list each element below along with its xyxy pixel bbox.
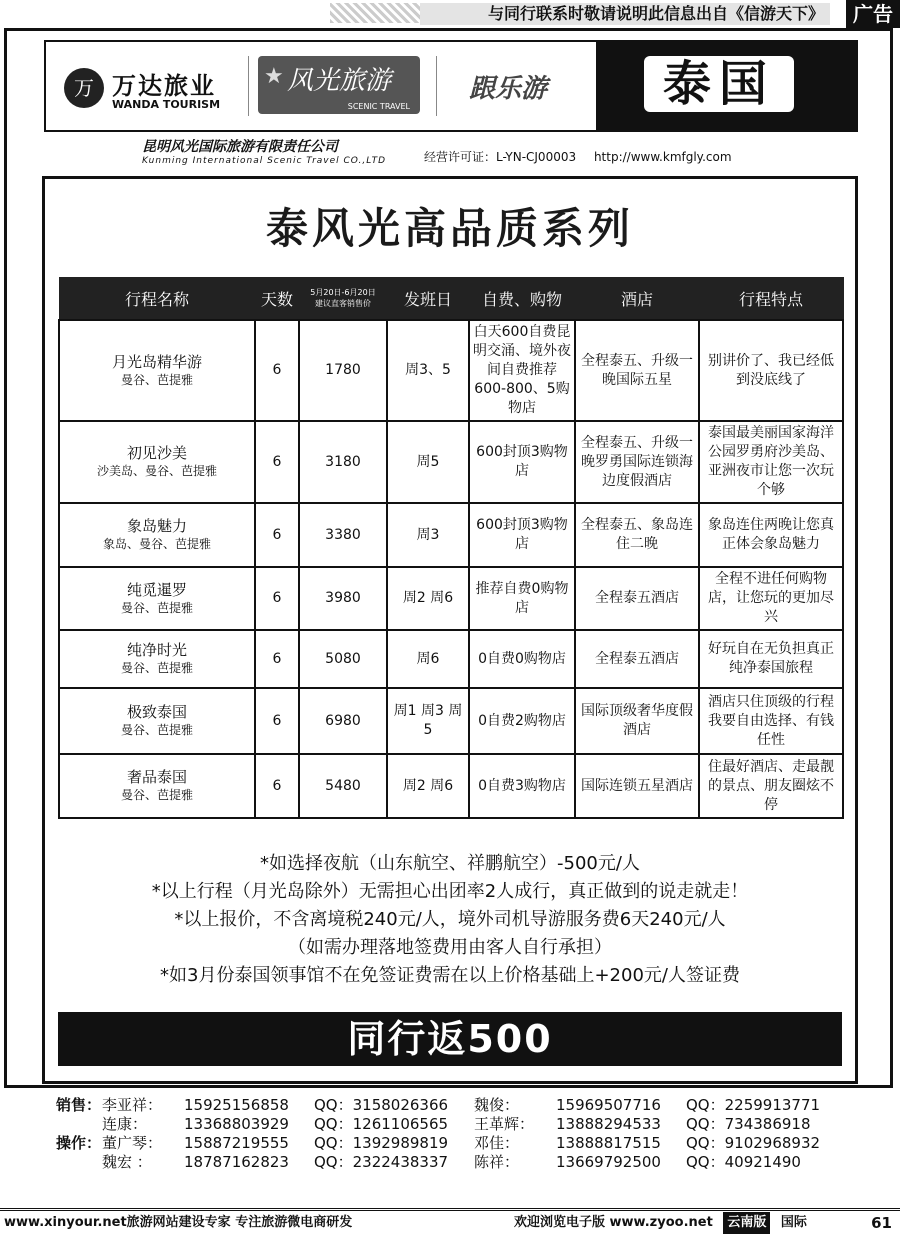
contact-row xyxy=(56,1153,856,1172)
shopping-cell: 白天600自费昆明交涌、境外夜间自费推荐600-800、5购物店 xyxy=(469,320,575,421)
note-line: （如需办理落地签费用由客人自行承担） xyxy=(288,937,612,958)
features-cell: 泰国最美丽国家海洋公园罗勇府沙美岛、亚洲夜市让您一次玩个够 xyxy=(699,421,843,503)
company-url[interactable]: http://www.kmfgly.com xyxy=(593,150,732,164)
region-badge: 云南版 xyxy=(723,1212,770,1234)
rebate-banner: 同行返500 xyxy=(58,1012,842,1066)
divider xyxy=(248,56,249,116)
contact-name: 董广琴： xyxy=(102,1134,163,1152)
shopping-cell: 600封顶3购物店 xyxy=(469,421,575,503)
section-label: 国际 xyxy=(780,1215,807,1230)
contact-phone[interactable]: 13888817515 xyxy=(556,1134,661,1152)
company-info xyxy=(142,136,386,166)
destination-title: 泰国 xyxy=(644,56,794,112)
shopping-cell: 0自费0购物店 xyxy=(469,630,575,688)
footer-promo: www.xinyour.net旅游网站建设专家 专注旅游微电商研发 xyxy=(4,1215,353,1230)
hotel-cell: 全程泰五、升级一晚罗勇国际连锁海边度假酒店 xyxy=(575,421,699,503)
price-cell: 3180 xyxy=(299,421,387,503)
price-note: 建议直客销售价 xyxy=(315,299,371,308)
page-number: 61 xyxy=(871,1214,892,1232)
days-cell: 6 xyxy=(255,320,299,421)
contact-phone[interactable]: 15969507716 xyxy=(556,1096,661,1114)
top-notice-bar xyxy=(0,0,900,28)
table-row xyxy=(59,630,843,688)
price-cell: 5080 xyxy=(299,630,387,688)
decorative-pattern xyxy=(330,3,420,23)
footer-edition xyxy=(514,1212,807,1234)
route-cities: 象岛、曼谷、芭提雅 xyxy=(102,537,211,551)
departure-cell: 周3、5 xyxy=(387,320,469,421)
fengguang-name: 风光旅游 xyxy=(286,66,391,96)
contacts-block xyxy=(56,1096,856,1172)
contact-phone[interactable]: 15887219555 xyxy=(184,1134,289,1152)
contact-name: 连康： xyxy=(102,1115,148,1133)
contact-name: 魏俊： xyxy=(474,1096,520,1114)
features-cell: 象岛连住两晚让您真正体会象岛魅力 xyxy=(699,503,843,567)
route-cell xyxy=(59,421,255,503)
ad-label: 广告 xyxy=(846,0,900,28)
company-name-en: Kunming International Scenic Travel CO.,LTD xyxy=(142,156,387,166)
table-row xyxy=(59,754,843,818)
table-row xyxy=(59,503,843,567)
departure-cell: 周3 xyxy=(387,503,469,567)
contact-name: 李亚祥： xyxy=(102,1096,163,1114)
shopping-cell: 600封顶3购物店 xyxy=(469,503,575,567)
itinerary-table xyxy=(58,277,844,819)
top-notice: 与同行联系时敬请说明此信息出自《信游天下》 xyxy=(420,3,830,25)
route-name: 纯净时光 xyxy=(126,641,187,659)
col-header-shopping: 自费、购物 xyxy=(469,277,575,320)
features-cell: 全程不进任何购物店，让您玩的更加尽兴 xyxy=(699,567,843,630)
route-cell xyxy=(59,567,255,630)
fengguang-logo xyxy=(258,56,420,114)
notes-block xyxy=(42,850,858,990)
contact-phone[interactable]: 13888294533 xyxy=(556,1115,661,1133)
destination-box xyxy=(596,42,858,130)
contact-qq: QQ：40921490 xyxy=(686,1153,801,1171)
shopping-cell: 0自费3购物店 xyxy=(469,754,575,818)
fengguang-name-en: SCENIC TRAVEL xyxy=(347,102,410,111)
wanda-name-en: WANDA TOURISM xyxy=(112,98,221,111)
route-cell xyxy=(59,503,255,567)
contact-role: 操作： xyxy=(56,1134,102,1152)
table-row xyxy=(59,567,843,630)
col-header-hotel: 酒店 xyxy=(575,277,699,320)
shopping-cell: 0自费2购物店 xyxy=(469,688,575,754)
note-line: *以上报价，不含离境税240元/人，境外司机导游服务费6天240元/人 xyxy=(174,909,726,930)
route-cities: 曼谷、芭提雅 xyxy=(120,723,193,737)
col-header-days: 天数 xyxy=(255,277,299,320)
hotel-cell: 全程泰五酒店 xyxy=(575,630,699,688)
contact-phone[interactable]: 13368803929 xyxy=(184,1115,289,1133)
contact-name: 魏宏 ： xyxy=(102,1153,152,1171)
contact-qq: QQ：2322438337 xyxy=(314,1153,449,1171)
contact-role xyxy=(56,1115,102,1134)
features-cell: 住最好酒店、走最靓的景点、朋友圈炫不停 xyxy=(699,754,843,818)
divider xyxy=(436,56,437,116)
shopping-cell: 推荐自费0购物店 xyxy=(469,567,575,630)
hotel-cell: 国际连锁五星酒店 xyxy=(575,754,699,818)
contact-qq: QQ：2259913771 xyxy=(686,1096,821,1114)
price-cell: 6980 xyxy=(299,688,387,754)
route-cities: 曼谷、芭提雅 xyxy=(120,788,193,802)
col-header-departure: 发班日 xyxy=(387,277,469,320)
contact-row xyxy=(56,1134,856,1153)
route-name: 初见沙美 xyxy=(126,444,187,462)
table-row xyxy=(59,688,843,754)
contact-role: 销售： xyxy=(56,1096,102,1114)
route-cities: 曼谷、芭提雅 xyxy=(120,372,193,387)
price-period: 5月20日-6月20日 xyxy=(310,288,376,297)
contact-phone[interactable]: 15925156858 xyxy=(184,1096,289,1114)
col-header-route: 行程名称 xyxy=(59,277,255,320)
route-cell xyxy=(59,630,255,688)
features-cell: 别讲价了、我已经低到没底线了 xyxy=(699,320,843,421)
table-row xyxy=(59,421,843,503)
contact-qq: QQ：9102968932 xyxy=(686,1134,821,1152)
star-icon: ★ xyxy=(264,64,284,89)
price-cell: 3980 xyxy=(299,567,387,630)
days-cell: 6 xyxy=(255,754,299,818)
departure-cell: 周2 周6 xyxy=(387,567,469,630)
departure-cell: 周1 周3 周5 xyxy=(387,688,469,754)
wanda-emblem-icon: 万 xyxy=(64,68,104,108)
table-row xyxy=(59,320,843,421)
days-cell: 6 xyxy=(255,630,299,688)
days-cell: 6 xyxy=(255,421,299,503)
contact-qq: QQ：1392989819 xyxy=(314,1134,449,1152)
price-cell: 1780 xyxy=(299,320,387,421)
hotel-cell: 全程泰五、象岛连住二晚 xyxy=(575,503,699,567)
contact-name: 邓佳： xyxy=(474,1134,520,1152)
departure-cell: 周6 xyxy=(387,630,469,688)
hotel-cell: 全程泰五酒店 xyxy=(575,567,699,630)
contact-name: 陈祥： xyxy=(474,1153,520,1171)
contact-row xyxy=(56,1115,856,1134)
note-line: *以上行程（月光岛除外）无需担心出团率2人成行，真正做到的说走就走！ xyxy=(151,881,749,902)
days-cell: 6 xyxy=(255,567,299,630)
days-cell: 6 xyxy=(255,688,299,754)
features-cell: 酒店只住顶级的行程我要自由选择、有钱任性 xyxy=(699,688,843,754)
hotel-cell: 国际顶级奢华度假酒店 xyxy=(575,688,699,754)
route-cell xyxy=(59,754,255,818)
license-line xyxy=(424,148,732,165)
genle-logo: 跟乐游 xyxy=(468,74,547,104)
contact-name: 王革辉： xyxy=(474,1115,535,1133)
contact-phone[interactable]: 13669792500 xyxy=(556,1153,661,1171)
col-header-price xyxy=(299,277,387,320)
route-name: 纯觅暹罗 xyxy=(126,580,187,599)
table-header-row xyxy=(59,277,843,320)
route-cities: 曼谷、芭提雅 xyxy=(120,661,193,675)
contact-qq: QQ：734386918 xyxy=(686,1115,811,1133)
series-title: 泰风光高品质系列 xyxy=(265,204,634,253)
route-cities: 沙美岛、曼谷、芭提雅 xyxy=(96,464,217,478)
departure-cell: 周2 周6 xyxy=(387,754,469,818)
col-header-features: 行程特点 xyxy=(699,277,843,320)
page-footer xyxy=(0,1208,900,1233)
wanda-logo xyxy=(64,60,274,120)
route-cities: 曼谷、芭提雅 xyxy=(120,600,193,615)
price-cell: 3380 xyxy=(299,503,387,567)
brand-header xyxy=(44,40,858,132)
days-cell: 6 xyxy=(255,503,299,567)
route-cell xyxy=(59,688,255,754)
route-name: 月光岛精华游 xyxy=(111,352,202,371)
note-line: *如3月份泰国领事馆不在免签证费需在以上价格基础上+200元/人签证费 xyxy=(160,965,740,986)
route-name: 极致泰国 xyxy=(126,703,187,721)
contact-role xyxy=(56,1153,102,1172)
wanda-name-cn: 万达旅业 xyxy=(112,72,216,100)
route-name: 象岛魅力 xyxy=(126,517,187,535)
contact-qq: QQ：3158026366 xyxy=(314,1096,449,1114)
price-cell: 5480 xyxy=(299,754,387,818)
departure-cell: 周5 xyxy=(387,421,469,503)
company-name-cn: 昆明风光国际旅游有限责任公司 xyxy=(142,139,338,155)
contact-qq: QQ：1261106565 xyxy=(314,1115,449,1133)
note-line: *如选择夜航（山东航空、祥鹏航空）-500元/人 xyxy=(260,853,640,874)
route-cell xyxy=(59,320,255,421)
contact-row xyxy=(56,1096,856,1115)
features-cell: 好玩自在无负担真正纯净泰国旅程 xyxy=(699,630,843,688)
footer-url[interactable]: 欢迎浏览电子版 www.zyoo.net xyxy=(514,1215,713,1230)
hotel-cell: 全程泰五、升级一晚国际五星 xyxy=(575,320,699,421)
route-name: 奢品泰国 xyxy=(126,768,187,786)
license-number: 经营许可证：L-YN-CJ00003 xyxy=(424,150,577,164)
contact-phone[interactable]: 18787162823 xyxy=(184,1153,289,1171)
